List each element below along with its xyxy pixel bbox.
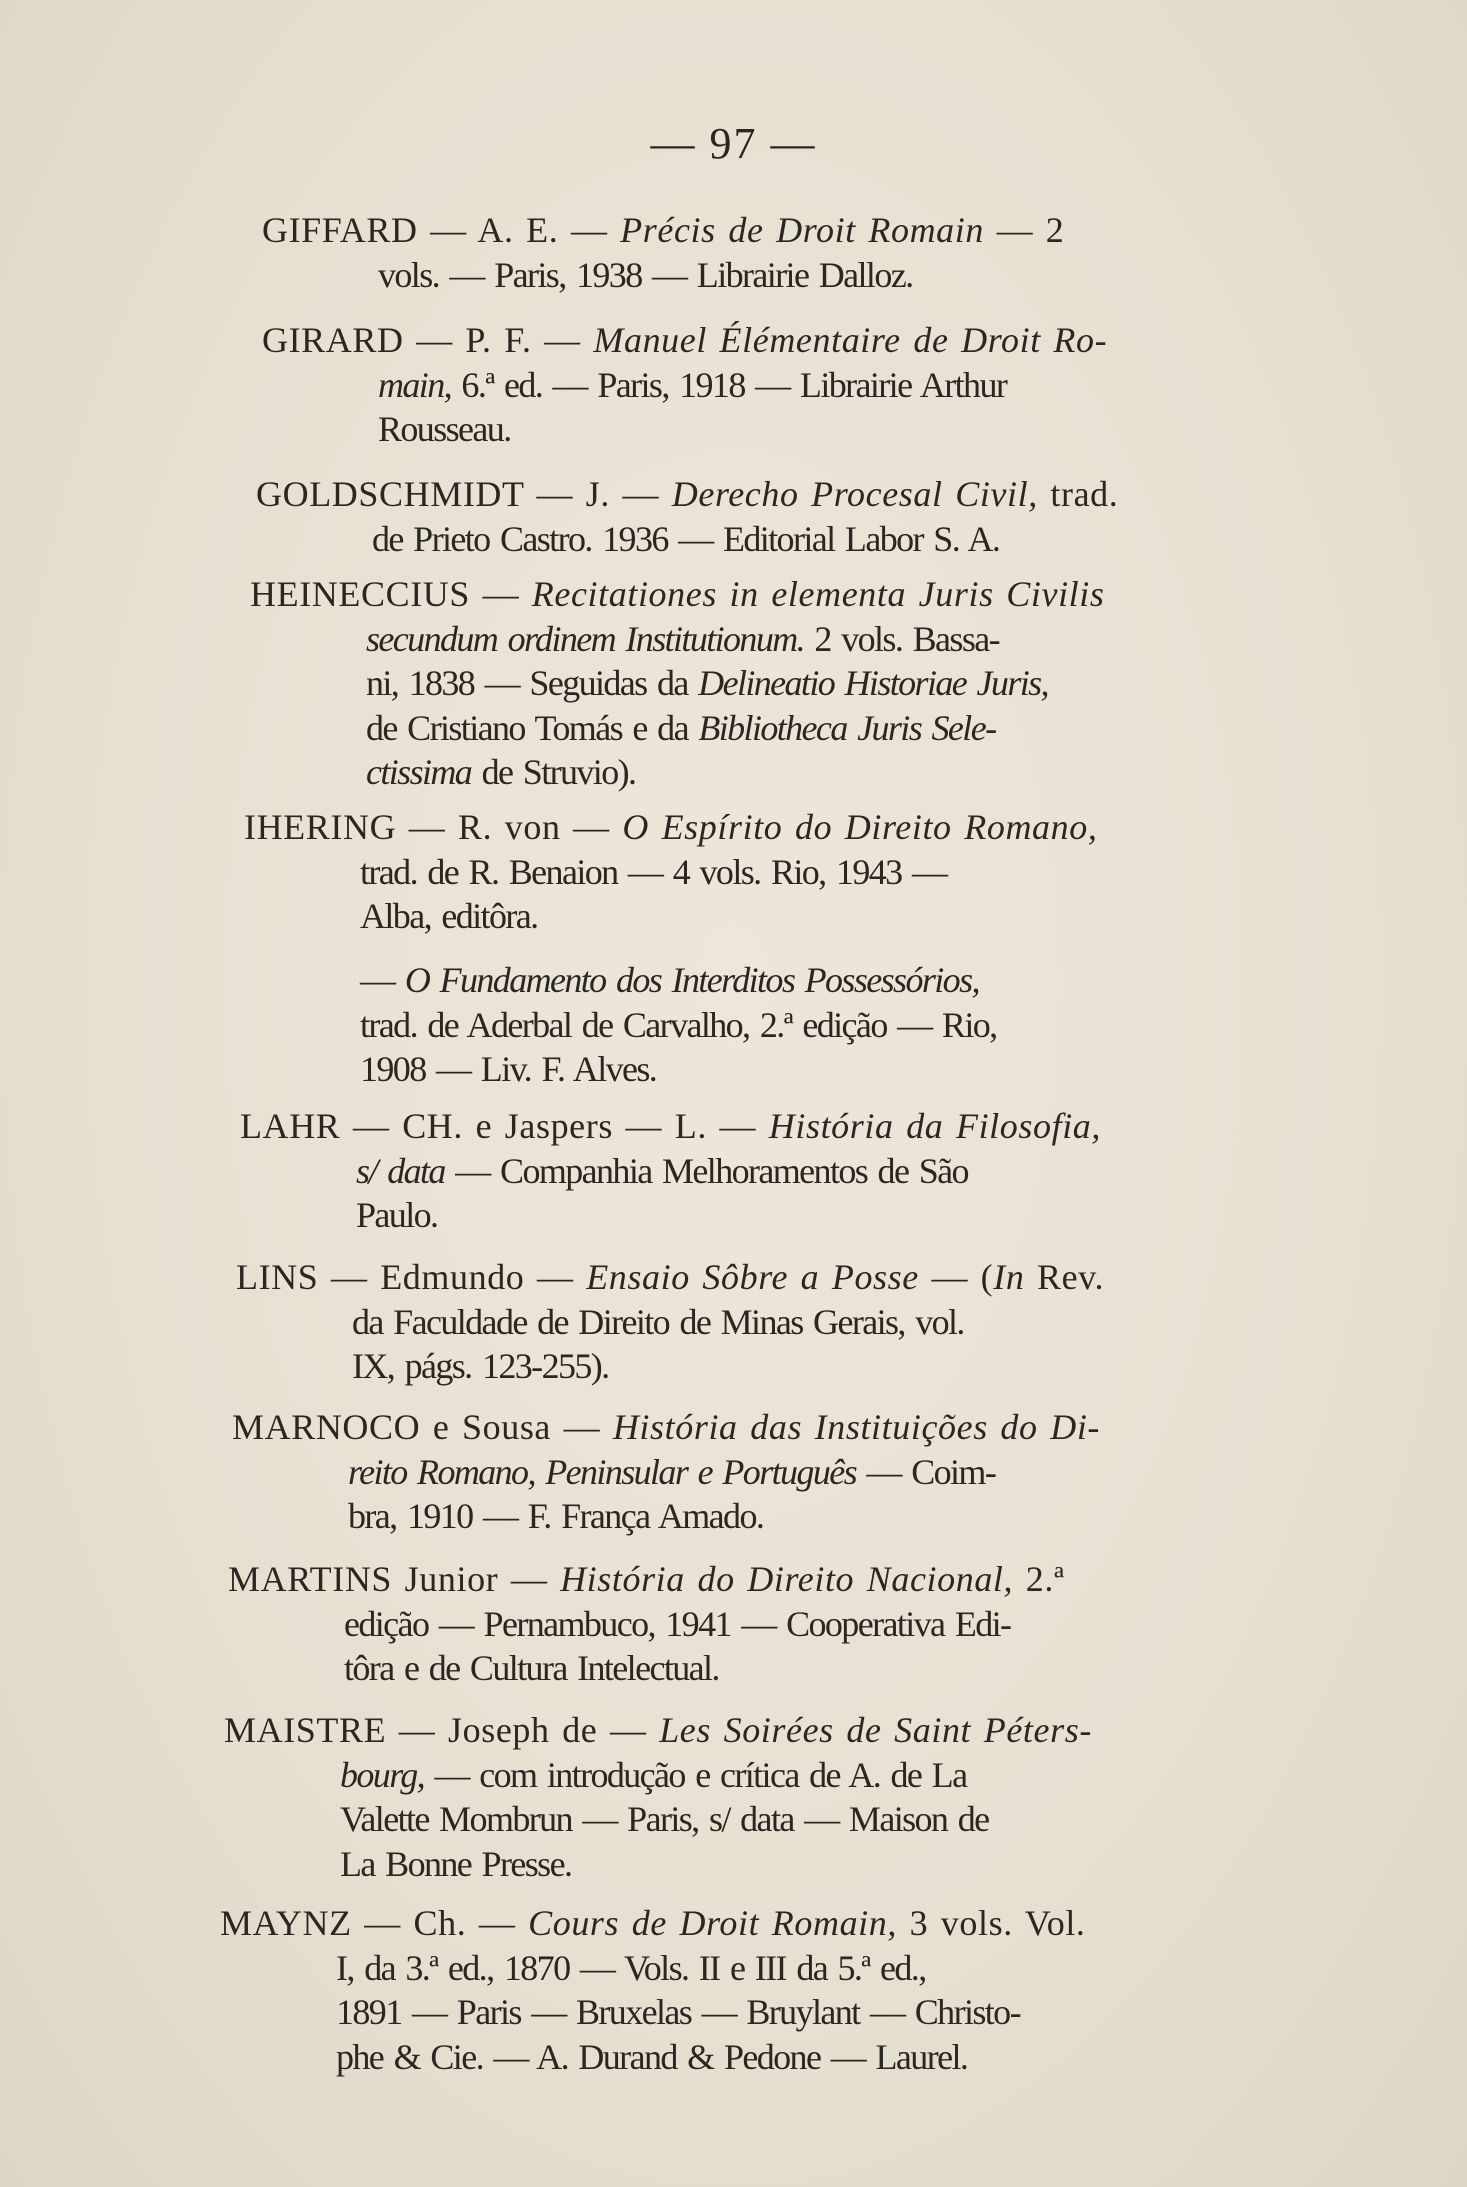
entry-text: — com introdução e crítica de A. de La xyxy=(424,1754,967,1795)
entry-text: de Prieto Castro. 1936 — Editorial Labor S. A. xyxy=(372,518,1000,559)
entry-text: — Coim- xyxy=(856,1451,996,1492)
page-number: — 97 — xyxy=(650,119,817,168)
entry-text: — Companhia Melhoramentos de São xyxy=(444,1150,968,1191)
entry-line xyxy=(220,1901,1302,1946)
entry-line xyxy=(224,1753,1302,1798)
bibliography-entry-heineccius xyxy=(250,572,1302,795)
entry-text: trad. xyxy=(1037,474,1119,514)
entry-title-italic: História das Instituições do Di- xyxy=(612,1407,1101,1447)
entry-text: HEINECCIUS — xyxy=(250,574,532,614)
entry-text: LAHR — CH. e Jaspers — L. — xyxy=(240,1106,769,1146)
entry-line xyxy=(232,1494,1302,1539)
entry-title-italic: reito Romano, Peninsular e Português xyxy=(348,1451,857,1492)
entry-line xyxy=(244,1003,1302,1048)
entry-text: MARNOCO e Sousa — xyxy=(232,1407,613,1447)
entry-title-italic: ctissima xyxy=(366,752,472,792)
entry-text: 3 vols. Vol. xyxy=(897,1903,1086,1943)
entry-text: LINS — Edmundo — xyxy=(236,1257,587,1297)
bibliography-entry-maistre xyxy=(224,1708,1302,1886)
entry-title-italic: Les Soirées de Saint Péters- xyxy=(659,1710,1092,1750)
entry-line xyxy=(244,850,1302,895)
entry-text: 1908 — Liv. F. Alves. xyxy=(360,1049,657,1089)
entry-line xyxy=(228,1557,1302,1602)
entry-text: edição — Pernambuco, 1941 — Cooperativa Edi- xyxy=(344,1603,1011,1644)
entry-title-italic: In xyxy=(993,1257,1025,1297)
entry-title-italic: Recitationes in elementa Juris Civilis xyxy=(531,574,1105,614)
entry-text: ni, 1838 — Seguidas da xyxy=(366,663,699,703)
entry-title-italic: História do Direito Nacional, xyxy=(560,1559,1014,1599)
entry-title-italic: Cours de Droit Romain, xyxy=(528,1903,897,1943)
entry-line xyxy=(220,1946,1302,1991)
entry-line xyxy=(244,958,1302,1003)
entry-text: GIRARD — P. F. — xyxy=(262,320,594,360)
entry-text: Paulo. xyxy=(356,1195,438,1235)
entry-text: — xyxy=(360,960,405,1000)
entry-text: phe & Cie. — A. Durand & Pedone — Laurel. xyxy=(336,2036,968,2077)
entry-line xyxy=(256,517,1308,562)
entry-text: trad. de Aderbal de Carvalho, 2.ª edição — Rio, xyxy=(360,1004,997,1045)
entry-text: 2.ª xyxy=(1013,1559,1065,1599)
bibliography-entry-ihering-1 xyxy=(244,805,1302,939)
entry-line xyxy=(250,617,1302,662)
bibliography-entry-ihering-2 xyxy=(244,958,1302,1092)
entry-line xyxy=(262,407,1314,452)
entry-title-italic: Précis de Droit Romain xyxy=(620,210,984,250)
entry-line xyxy=(224,1797,1302,1842)
entry-text: MAYNZ — Ch. — xyxy=(220,1903,529,1943)
entry-title-italic: Derecho Procesal Civil, xyxy=(671,474,1038,514)
entry-line xyxy=(224,1708,1302,1753)
bibliography-entry-martins xyxy=(228,1557,1302,1691)
entry-title-italic: main, xyxy=(378,364,452,405)
entry-text: MARTINS Junior — xyxy=(228,1559,561,1599)
entry-text: de Struvio). xyxy=(471,752,636,792)
entry-text: vols. — Paris, 1938 — Librairie Dalloz. xyxy=(378,254,913,295)
entry-line xyxy=(224,1842,1302,1887)
bibliography-entry-girard xyxy=(262,318,1314,452)
entry-line xyxy=(262,318,1314,363)
entry-title-italic: Bibliotheca Juris Sele- xyxy=(698,707,996,748)
entry-line xyxy=(236,1300,1302,1345)
entry-text: I, da 3.ª ed., 1870 — Vols. II e III da 5.ª ed., xyxy=(336,1947,926,1988)
bibliography-entry-marnoco xyxy=(232,1405,1302,1539)
entry-text: Alba, editôra. xyxy=(360,896,538,936)
entry-line xyxy=(220,2035,1302,2080)
bibliography-entry-lins xyxy=(236,1255,1302,1389)
entry-title-italic: s/ data xyxy=(356,1150,445,1191)
entry-text: 1891 — Paris — Bruxelas — Bruylant — Christo- xyxy=(336,1992,1020,2032)
entry-title-italic: Delineatio Historiae Juris, xyxy=(698,663,1048,703)
entry-text: IHERING — R. von — xyxy=(244,807,623,847)
entry-text: 2 vols. Bassa- xyxy=(804,618,1000,659)
entry-line xyxy=(236,1344,1302,1389)
entry-title-italic: O Espírito do Direito Romano, xyxy=(622,807,1098,847)
entry-text: Rev. xyxy=(1024,1257,1105,1297)
entry-line xyxy=(250,661,1302,706)
entry-line xyxy=(244,894,1302,939)
entry-text: bra, 1910 — F. França Amado. xyxy=(348,1496,764,1536)
entry-text: IX, págs. 123-255). xyxy=(352,1346,609,1386)
entry-text: La Bonne Presse. xyxy=(340,1843,572,1884)
entry-text: 6.ª ed. — Paris, 1918 — Librairie Arthur xyxy=(451,364,1007,405)
entry-line xyxy=(250,572,1302,617)
entry-title-italic: Ensaio Sôbre a Posse xyxy=(586,1257,919,1297)
entry-text: — 2 xyxy=(984,210,1065,250)
entry-line xyxy=(250,706,1302,751)
entry-line xyxy=(262,208,1314,253)
bibliography-entry-goldschmidt xyxy=(256,472,1308,561)
entry-text: trad. de R. Benaion — 4 vols. Rio, 1943 — xyxy=(360,851,947,892)
bibliography-entry-giffard xyxy=(262,208,1314,297)
entry-line xyxy=(240,1193,1302,1238)
entry-line xyxy=(256,472,1308,517)
entry-line xyxy=(244,805,1302,850)
entry-title-italic: História da Filosofia, xyxy=(768,1106,1101,1146)
entry-line xyxy=(228,1646,1302,1691)
bibliography-entry-lahr xyxy=(240,1104,1302,1238)
entry-line xyxy=(262,363,1314,408)
entry-line xyxy=(240,1149,1302,1194)
entry-text: da Faculdade de Direito de Minas Gerais, vol. xyxy=(352,1301,964,1342)
entry-title-italic: secundum ordinem Institutionum. xyxy=(366,618,805,659)
entry-line xyxy=(250,750,1302,795)
entry-text: Rousseau. xyxy=(378,409,511,449)
entry-text: MAISTRE — Joseph de — xyxy=(224,1710,660,1750)
entry-line xyxy=(232,1405,1302,1450)
entry-text: tôra e de Cultura Intelectual. xyxy=(344,1648,719,1688)
bibliography-entry-maynz xyxy=(220,1901,1302,2079)
entry-line xyxy=(262,253,1314,298)
entry-line xyxy=(232,1450,1302,1495)
entry-title-italic: Manuel Élémentaire de Droit Ro- xyxy=(593,320,1108,360)
entry-text: GIFFARD — A. E. — xyxy=(262,210,621,250)
entry-line xyxy=(220,1990,1302,2035)
entry-text: Valette Mombrun — Paris, s/ data — Maison de xyxy=(340,1799,989,1839)
entry-line xyxy=(236,1255,1302,1300)
entry-line xyxy=(244,1047,1302,1092)
entry-line xyxy=(228,1602,1302,1647)
entry-text: GOLDSCHMIDT — J. — xyxy=(256,474,672,514)
entry-title-italic: O Fundamento dos Interditos Possessórios, xyxy=(404,960,979,1000)
entry-text: de Cristiano Tomás e da xyxy=(366,707,699,748)
entry-title-italic: bourg, xyxy=(340,1754,425,1795)
entry-text: — ( xyxy=(918,1257,994,1297)
entry-line xyxy=(240,1104,1302,1149)
